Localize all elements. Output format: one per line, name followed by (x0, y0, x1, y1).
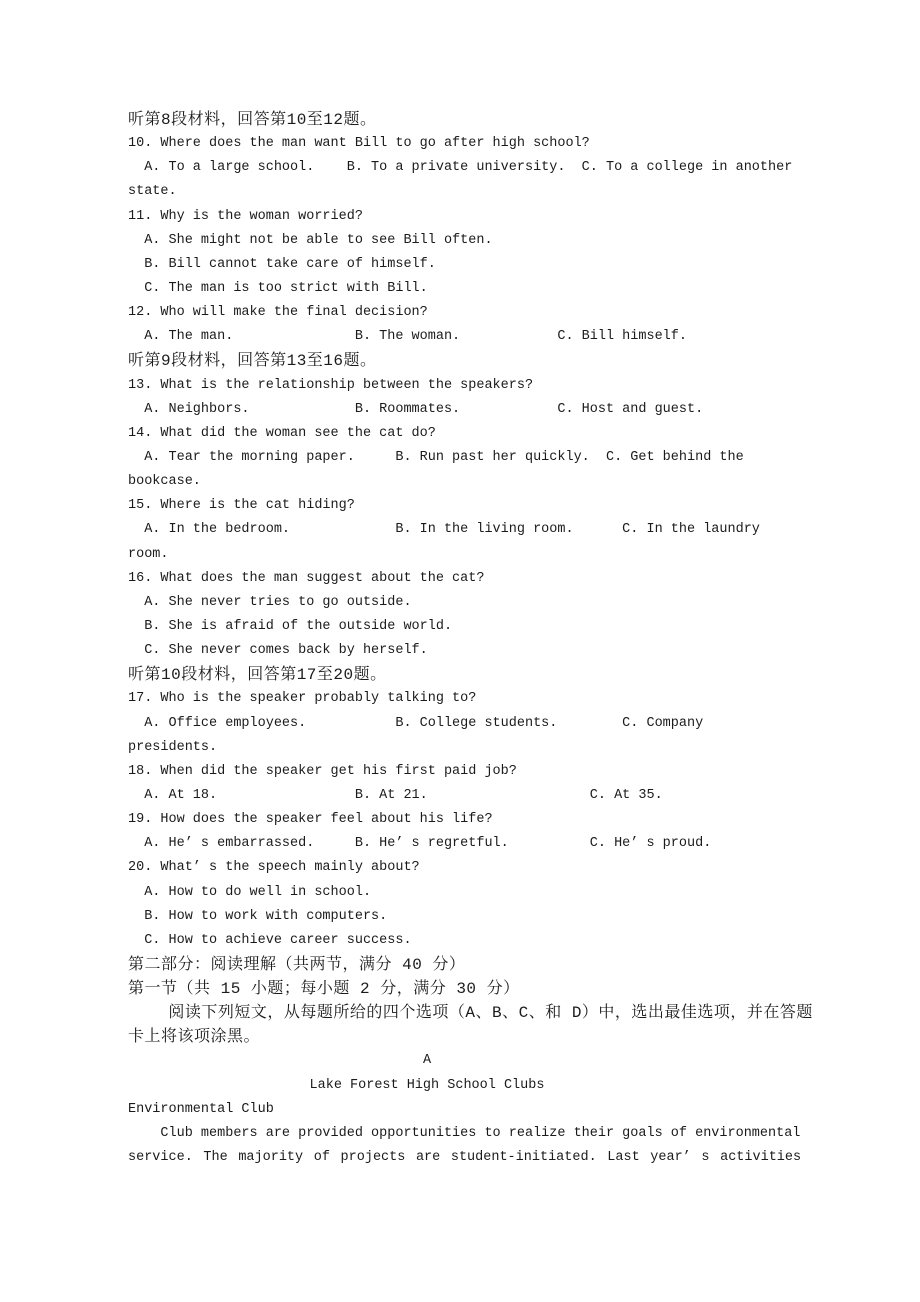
material-10-instruction: 听第10段材料，回答第17至20题。 (128, 666, 387, 685)
q12-question: 12. Who will make the final decision? (128, 305, 428, 321)
q11-option-b: B. Bill cannot take care of himself. (128, 256, 436, 272)
q19-question: 19. How does the speaker feel about his life? (128, 812, 493, 828)
q13-question: 13. What is the relationship between the speakers? (128, 377, 534, 393)
passage-label-a: A (422, 1053, 432, 1069)
material-8-instruction: 听第8段材料，回答第10至12题。 (128, 111, 377, 129)
reading-instruction-line1: 阅读下列短文，从每题所给的四个选项（A、B、C、和 D）中，选出最佳选项，并在答题 (128, 1004, 813, 1023)
q14-question: 14. What did the woman see the cat do? (128, 425, 436, 441)
passage-body-line2: service. The majority of projects are student-initiated. Last year’ s activities (128, 1150, 802, 1166)
q16-option-a: A. She never tries to go outside. (128, 594, 412, 610)
q20-option-a: A. How to do well in school. (128, 884, 372, 900)
q16-option-c: C. She never comes back by herself. (128, 643, 428, 659)
q14-option-c-cont: bookcase. (128, 474, 201, 490)
q13-options: A. Neighbors. B. Roommates. C. Host and guest. (128, 401, 704, 417)
q10-question: 10. Where does the man want Bill to go after high school? (128, 136, 590, 152)
q20-question: 20. What’ s the speech mainly about? (128, 860, 420, 876)
material-9-instruction: 听第9段材料，回答第13至16题。 (128, 352, 377, 371)
q11-question: 11. Why is the woman worried? (128, 208, 363, 224)
q12-options: A. The man. B. The woman. C. Bill himself. (128, 329, 687, 345)
q17-question: 17. Who is the speaker probably talking to? (128, 691, 477, 707)
club-heading: Environmental Club (128, 1101, 274, 1117)
q11-option-c: C. The man is too strict with Bill. (128, 280, 428, 296)
part2-header: 第二部分：阅读理解（共两节，满分 40 分） (128, 955, 466, 974)
q11-option-a: A. She might not be able to see Bill often. (128, 232, 493, 248)
q17-option-c-cont: presidents. (128, 739, 218, 755)
q15-question: 15. Where is the cat hiding? (128, 498, 355, 514)
q18-options: A. At 18. B. At 21. C. At 35. (128, 787, 663, 803)
q14-options: A. Tear the morning paper. B. Run past her quickly. C. Get behind the (128, 449, 744, 465)
exam-text-block (128, 108, 920, 1170)
part2-section1-header: 第一节（共 15 小题；每小题 2 分，满分 30 分） (128, 980, 520, 999)
passage-title: Lake Forest High School Clubs (309, 1077, 545, 1093)
q10-option-c-cont: state. (128, 184, 177, 200)
q15-option-c-cont: room. (128, 546, 169, 562)
q15-options: A. In the bedroom. B. In the living room. C. In the laundry (128, 522, 760, 538)
passage-body-line1: Club members are provided opportunities to realize their goals of environmental (128, 1125, 801, 1141)
q17-options: A. Office employees. B. College students. C. Company (128, 715, 704, 731)
q16-option-b: B. She is afraid of the outside world. (128, 618, 453, 634)
q20-option-b: B. How to work with computers. (128, 908, 388, 924)
q20-option-c: C. How to achieve career success. (128, 932, 412, 948)
q10-options: A. To a large school. B. To a private university. C. To a college in another (128, 160, 793, 176)
q18-question: 18. When did the speaker get his first paid job? (128, 763, 517, 779)
reading-instruction-line2: 卡上将该项涂黑。 (128, 1028, 261, 1047)
q19-options: A. He’ s embarrassed. B. He’ s regretful. C. He’ s proud. (128, 836, 712, 852)
q16-question: 16. What does the man suggest about the cat? (128, 570, 485, 586)
